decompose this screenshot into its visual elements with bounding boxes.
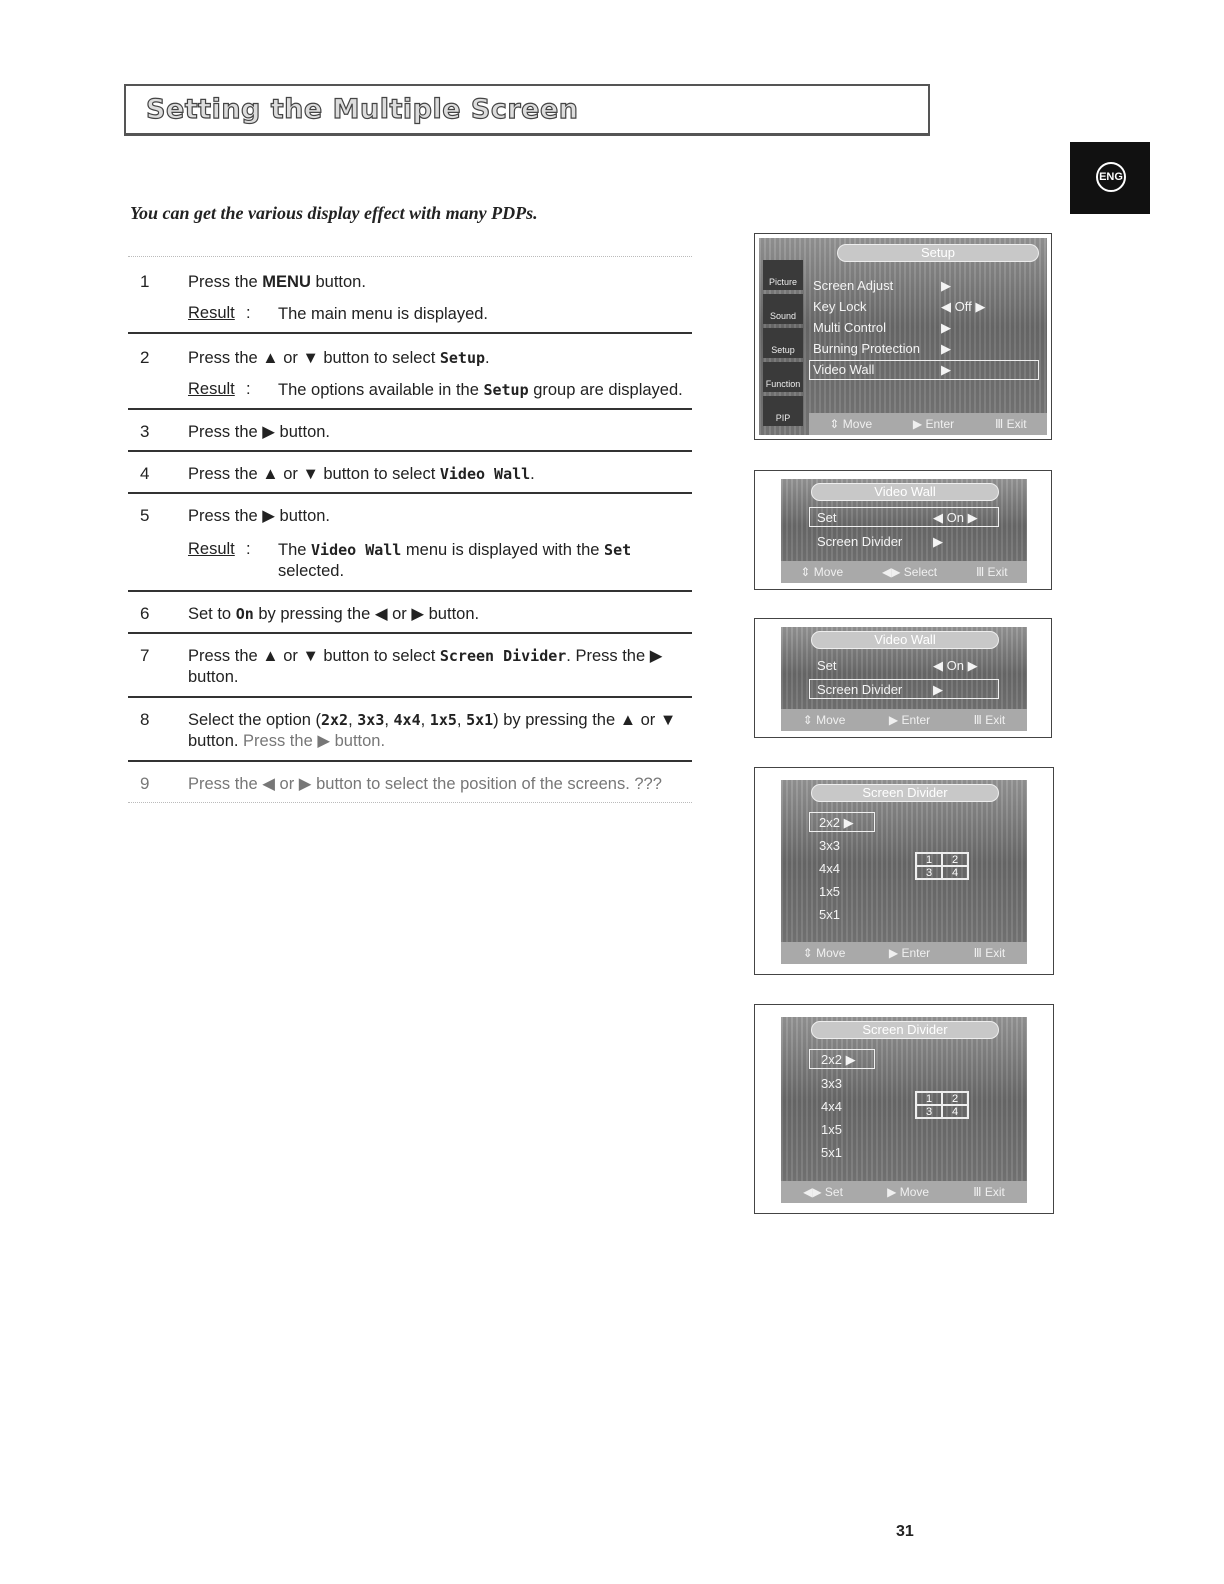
option-3x3[interactable]: 3x3 (821, 1076, 842, 1091)
move-hint: ⇕ Move (829, 417, 873, 431)
step-number: 4 (140, 464, 150, 483)
move-hint: ⇕ Move (800, 565, 844, 579)
arrow-right-icon: ▶ (941, 341, 951, 356)
menu-item-multi-control[interactable]: Multi Control (813, 320, 886, 335)
grid-cell: 3 (916, 866, 942, 879)
step-5: 5 Press the ▶ button. Result : The Video Wall menu is displayed with the Set selected. (128, 494, 692, 592)
divider-grid-preview (915, 1091, 969, 1119)
osd-title: Setup (837, 244, 1039, 262)
grid-cell: 2 (942, 1092, 968, 1105)
osd-video-wall-screen-2 (781, 627, 1027, 731)
pip-icon: PIP (763, 396, 803, 426)
grid-cell: 1 (916, 1092, 942, 1105)
option-4x4[interactable]: 4x4 (821, 1099, 842, 1114)
osd-title: Video Wall (811, 483, 999, 501)
arrow-right-icon: ▶ (941, 362, 951, 377)
osd-title: Screen Divider (811, 784, 999, 802)
step-list (128, 258, 692, 806)
option-2x2[interactable]: 2x2 ▶ (821, 1052, 856, 1067)
step-instruction: Press the ▶ button. (188, 423, 331, 441)
menu-item-burning-protection[interactable]: Burning Protection (813, 341, 920, 356)
set-value: ◀ On ▶ (933, 658, 978, 673)
exit-hint: Ⅲ Exit (973, 1185, 1005, 1199)
select-hint: ◀▶ Select (881, 565, 938, 579)
arrow-right-icon: ▶ (933, 682, 943, 697)
step-instruction: Press the ▲ or ▼ button to select Screen Divider. Press the ▶ button. (188, 647, 663, 686)
option-2x2[interactable]: 2x2 ▶ (819, 815, 854, 830)
page-title: Setting the Multiple Screen (146, 94, 579, 125)
step-number: 3 (140, 422, 150, 441)
step-number: 9 (140, 774, 150, 793)
menu-item-key-lock[interactable]: Key Lock (813, 299, 867, 314)
setup-icon: Setup (763, 328, 803, 358)
grid-cell: 1 (916, 853, 942, 866)
option-3x3[interactable]: 3x3 (819, 838, 840, 853)
grid-cell: 3 (916, 1105, 942, 1118)
result-label: Result (188, 380, 235, 398)
key-lock-value: ◀ Off ▶ (941, 299, 986, 314)
result-text: The Video Wall menu is displayed with the Set selected. (278, 541, 632, 580)
move-hint: ⇕ Move (802, 713, 846, 727)
step-number: 1 (140, 272, 150, 291)
arrow-right-icon: ▶ (941, 320, 951, 335)
step-instruction: Press the MENU button. (188, 273, 366, 291)
step-4 (128, 452, 692, 494)
set-value: ◀ On ▶ (933, 510, 978, 525)
osd-footer (781, 1181, 1027, 1203)
move-hint: ▶ Move (887, 1185, 930, 1199)
step-3 (128, 410, 692, 452)
option-4x4[interactable]: 4x4 (819, 861, 840, 876)
step-instruction: Press the ◀ or ▶ button to select the position of the screens. ??? (188, 775, 662, 793)
menu-item-screen-divider[interactable]: Screen Divider (817, 534, 903, 549)
menu-item-video-wall[interactable]: Video Wall (813, 362, 875, 377)
step-6 (128, 592, 692, 634)
eng-badge: ENG (1096, 162, 1126, 192)
move-hint: ⇕ Move (802, 946, 846, 960)
result-text: The options available in the Setup group are displayed. (278, 381, 683, 399)
step-instruction: Set to On by pressing the ◀ or ▶ button. (188, 605, 480, 623)
grid-cell: 4 (942, 1105, 968, 1118)
divider-grid-preview (915, 852, 969, 880)
step-number: 8 (140, 710, 150, 729)
step-number: 2 (140, 348, 150, 367)
option-5x1[interactable]: 5x1 (821, 1145, 842, 1160)
exit-hint: Ⅲ Exit (975, 565, 1008, 579)
sound-icon: Sound (763, 294, 803, 324)
osd-footer (781, 942, 1027, 964)
result-label: Result (188, 304, 235, 322)
osd-video-wall-frame-2 (754, 618, 1052, 738)
grid-cell: 2 (942, 853, 968, 866)
osd-video-wall-frame-1 (754, 470, 1052, 590)
osd-title: Screen Divider (811, 1021, 999, 1039)
language-tab (1070, 142, 1150, 214)
menu-item-set[interactable]: Set (817, 658, 837, 673)
menu-item-screen-divider[interactable]: Screen Divider (817, 682, 903, 697)
subtitle: You can get the various display effect with many PDPs. (130, 203, 538, 223)
option-5x1[interactable]: 5x1 (819, 907, 840, 922)
step-1: 1 Press the MENU button. Result : The main menu is displayed. (128, 258, 692, 334)
step-number: 7 (140, 646, 150, 665)
osd-screen-divider-screen-2 (781, 1017, 1027, 1203)
exit-hint: Ⅲ Exit (973, 713, 1006, 727)
exit-hint: Ⅲ Exit (994, 417, 1027, 431)
option-1x5[interactable]: 1x5 (819, 884, 840, 899)
exit-hint: Ⅲ Exit (973, 946, 1006, 960)
step-8 (128, 698, 692, 762)
enter-hint: ▶ Enter (888, 713, 931, 727)
step-9 (128, 762, 692, 806)
enter-hint: ▶ Enter (912, 417, 955, 431)
option-1x5[interactable]: 1x5 (821, 1122, 842, 1137)
menu-item-screen-adjust[interactable]: Screen Adjust (813, 278, 894, 293)
picture-icon: Picture (763, 260, 803, 290)
osd-screen-divider-screen-1 (781, 780, 1027, 964)
step-number: 6 (140, 604, 150, 623)
osd-video-wall-screen-1 (781, 479, 1027, 583)
set-hint: ◀▶ Set (803, 1185, 843, 1199)
title-box (124, 84, 930, 136)
step-instruction: Press the ▶ button. (188, 507, 331, 525)
osd-footer (809, 413, 1047, 435)
step-7 (128, 634, 692, 698)
dotted-divider-top (128, 256, 692, 257)
arrow-right-icon: ▶ (941, 278, 951, 293)
arrow-right-icon: ▶ (933, 534, 943, 549)
enter-hint: ▶ Enter (888, 946, 931, 960)
osd-screen-divider-frame-1 (754, 767, 1054, 975)
dotted-divider-bottom (128, 802, 692, 803)
function-icon: Function (763, 362, 803, 392)
menu-item-set[interactable]: Set (817, 510, 837, 525)
osd-title: Video Wall (811, 631, 999, 649)
step-instruction: Press the ▲ or ▼ button to select Setup. (188, 349, 490, 367)
step-instruction: Select the option (2x2, 3x3, 4x4, 1x5, 5x1) by pressing the ▲ or ▼ button. Press the ▶ button. (188, 711, 677, 750)
step-number: 5 (140, 506, 150, 525)
grid-cell: 4 (942, 866, 968, 879)
page-number: 31 (896, 1523, 914, 1540)
step-instruction: Press the ▲ or ▼ button to select Video Wall. (188, 465, 535, 483)
osd-setup-frame (754, 233, 1052, 440)
result-label: Result (188, 540, 235, 558)
osd-footer (781, 709, 1027, 731)
osd-footer (781, 561, 1027, 583)
result-text: The main menu is displayed. (278, 305, 489, 323)
osd-setup-screen (759, 238, 1047, 435)
osd-screen-divider-frame-2 (754, 1004, 1054, 1214)
step-2: 2 Press the ▲ or ▼ button to select Setup. Result : The options available in the Setup group are displayed. (128, 334, 692, 410)
